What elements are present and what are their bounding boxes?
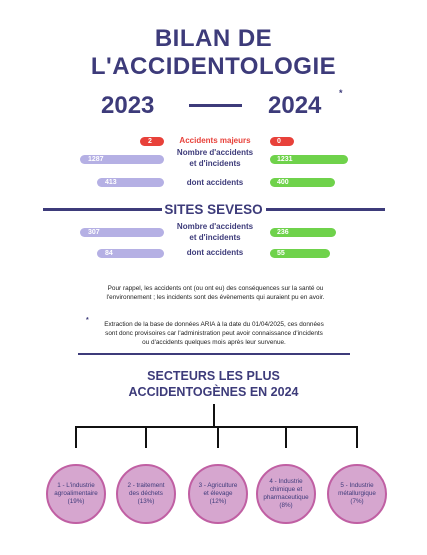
year-2023: 2023 — [101, 92, 155, 119]
label-seveso-accidents-incidents-1: Nombre d'accidents — [176, 222, 254, 231]
sector-1-line3: (19%) — [67, 498, 85, 505]
sector-4-line1: 4 - Industrie — [269, 478, 303, 485]
bar-2023-accidents-majeurs: 2 — [140, 137, 164, 146]
bar-2024-accidents-incidents: 1231 — [270, 155, 348, 164]
bar-2024-seveso-accidents-incidents: 236 — [270, 228, 336, 237]
year-2024: 2024 — [268, 92, 322, 119]
tree-drop-3 — [217, 426, 219, 448]
sector-1-line2: agroalimentaire — [54, 490, 98, 497]
title-line2: L'ACCIDENTOLOGIE — [90, 53, 337, 80]
sector-5-line1: 5 - Industrie — [340, 482, 374, 489]
tree-drop-1 — [75, 426, 77, 448]
sector-4-line3: pharmaceutique — [263, 494, 309, 501]
bar-2024-accidents-majeurs: 0 — [270, 137, 294, 146]
tree-drop-2 — [145, 426, 147, 448]
bar-2023-dont-accidents: 413 — [97, 178, 164, 187]
sector-circle-5 — [327, 464, 387, 524]
sector-3-line2: et élevage (12%) — [203, 490, 233, 505]
tree-drop-5 — [356, 426, 358, 448]
sector-1-line1: 1 - L'industrie — [57, 482, 95, 489]
extract-note-1: Extraction de la base de données ARIA à la date du 01/04/2025, ces données — [104, 321, 324, 328]
sector-3-line1: 3 - Agriculture — [198, 482, 238, 489]
sector-circle-4 — [256, 464, 316, 524]
title-line1: BILAN DE — [154, 25, 273, 52]
year-connector — [189, 104, 242, 107]
notes-divider — [78, 353, 350, 355]
bar-2024-dont-accidents: 400 — [270, 178, 335, 187]
sector-2-line2: des déchets — [129, 490, 163, 497]
bar-2023-seveso-accidents-incidents: 307 — [80, 228, 164, 237]
bar-2024-seveso-dont-accidents: 55 — [270, 249, 330, 258]
seveso-title: SITES SEVESO — [164, 202, 263, 217]
label-seveso-accidents-incidents-2: et d'incidents — [189, 233, 241, 242]
sector-5-line3: (7%) — [350, 498, 364, 505]
tree-drop-4 — [285, 426, 287, 448]
sector-2-line1: 2 - traitement — [127, 482, 165, 489]
sector-circle-1 — [46, 464, 106, 524]
bar-2023-seveso-dont-accidents: 84 — [97, 249, 164, 258]
sector-4-line4: (8%) — [279, 502, 293, 509]
label-dont-accidents: dont accidents — [186, 178, 244, 187]
extract-note-2: sont donc provisoires car l'administration peut avoir connaissance d'incidents — [105, 330, 323, 337]
reminder-note-1: Pour rappel, les accidents ont (ou ont eu) des conséquences sur la santé ou — [107, 285, 324, 292]
footnote-mark: * — [339, 88, 343, 98]
seveso-separator-right — [266, 208, 385, 211]
reminder-note-2: l'environnement ; les incidents sont des évènements qui auraient pu en avoir. — [106, 294, 325, 301]
sector-5-line2: métallurgique — [338, 490, 376, 497]
sector-circle-2 — [116, 464, 176, 524]
bar-2023-accidents-incidents: 1287 — [80, 155, 164, 164]
sector-circle-3 — [188, 464, 248, 524]
label-accidents-incidents-1: Nombre d'accidents — [176, 148, 254, 157]
label-accidents-majeurs: Accidents majeurs — [179, 136, 251, 145]
sector-2-line3: (13%) — [137, 498, 155, 505]
sectors-title-1: SECTEURS LES PLUS — [147, 369, 280, 383]
sectors-title-2: ACCIDENTOGÈNES EN 2024 — [128, 385, 299, 399]
extract-note-3: ou d'accidents quelques mois après leur survenue. — [142, 339, 286, 346]
sector-4-line2: chimique et — [269, 486, 303, 493]
extract-footnote-mark: * — [86, 317, 89, 324]
label-accidents-incidents-2: et d'incidents — [189, 159, 241, 168]
tree-trunk — [213, 404, 215, 427]
label-seveso-dont-accidents: dont accidents — [186, 248, 244, 257]
